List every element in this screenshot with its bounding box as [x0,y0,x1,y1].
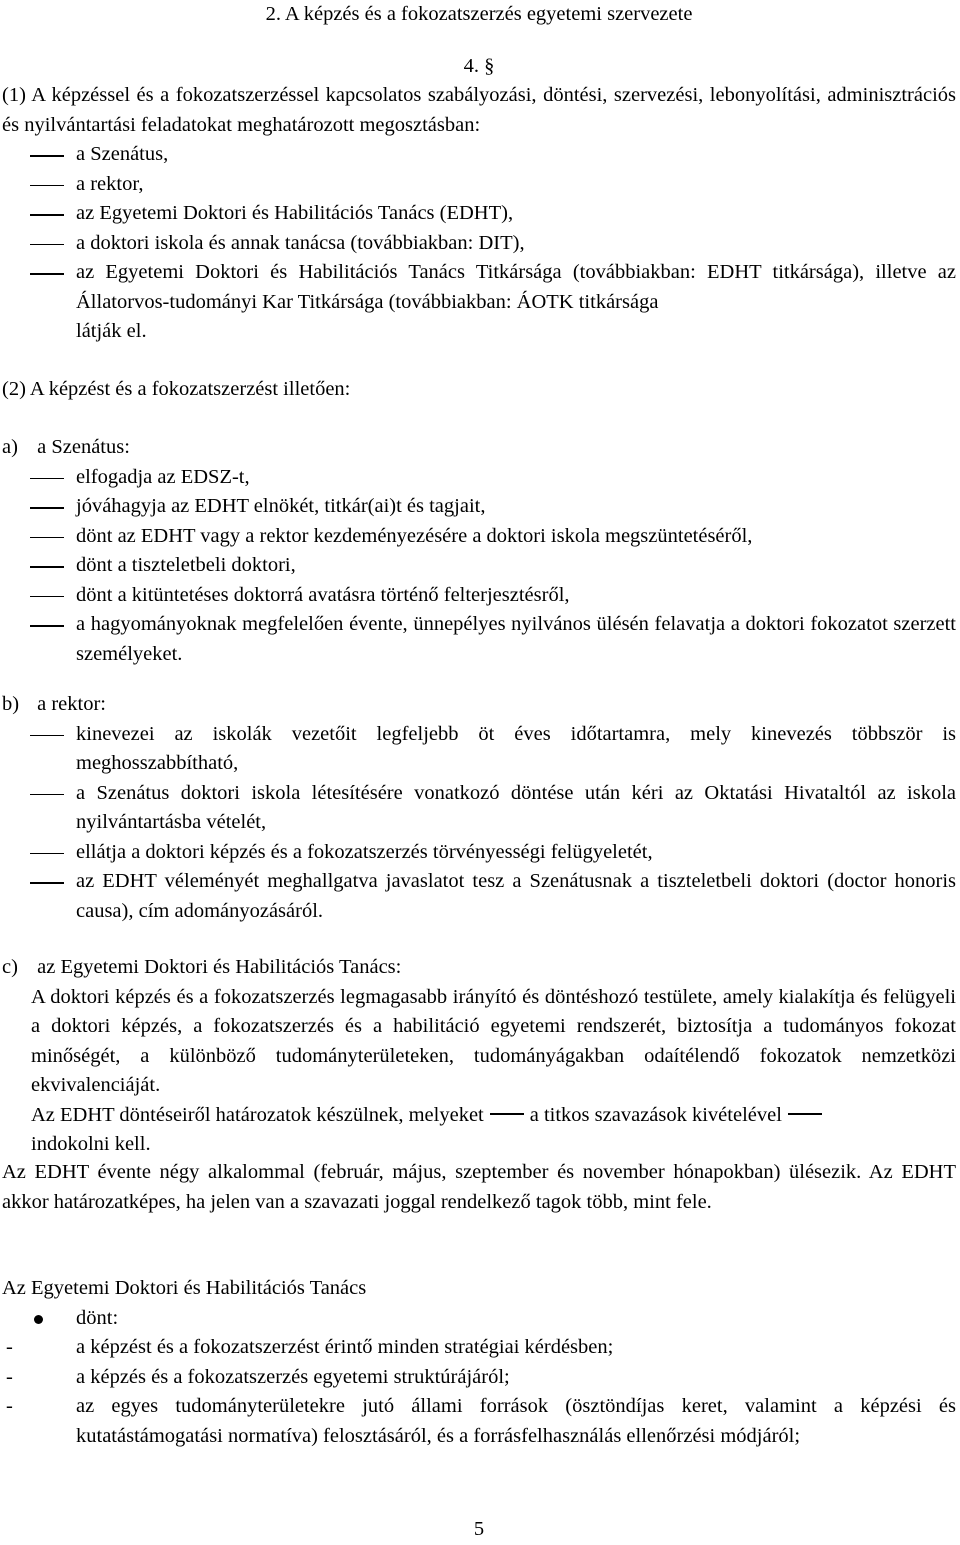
meeting-paragraph: Az EDHT évente négy alkalommal (február, május, szeptember és november hónapokban) ülésezik. Az EDHT akkor határozatképes, ha jelen van a szavazati joggal rendelkező tagok több, mint fele. [2,1161,956,1213]
chapter-heading: 2. A képzés és a fokozatszerzés egyetemi szervezete [265,3,693,25]
list-item: jóváhagyja az EDHT elnökét, titkár(ai)t és tagjait, [2,492,956,522]
paragraph-1 [2,81,956,347]
section-c-title [2,953,956,983]
paragraph-1-closing: látják el. [76,320,147,342]
section-c [2,953,956,1160]
list-item: az EDHT véleményét meghallgatva javaslatot tesz a Szenátusnak a tiszteletbeli doktori (doctor honoris causa), cím adományozásáról. [2,867,956,926]
em-dash [788,1113,822,1115]
list-item: kinevezei az iskolák vezetőit legfeljebb öt éves időtartamra, mely kinevezés többször is meghosszabbítható, [2,720,956,779]
em-dash [490,1113,524,1115]
list-item: a rektor, [2,170,956,200]
list-item: a doktori iskola és annak tanácsa (továbbiakban: DIT), [2,229,956,259]
section-a [2,433,956,669]
list-item: - a képzést és a fokozatszerzést érintő minden stratégiai kérdésben; [2,1333,956,1363]
page-number: 5 [473,1518,485,1540]
list-item: dönt a tiszteletbeli doktori, [2,551,956,581]
decisions-text-after: a titkos szavazások kivételével [529,1103,782,1126]
section-b-title [2,690,956,720]
list-item: a Szenátus doktori iskola létesítésére vonatkozó döntése után kéri az Oktatási Hivataltól az iskola nyilvántartásba vételét, [2,779,956,838]
edht-heading: Az Egyetemi Doktori és Habilitációs Tanács [2,1277,367,1299]
section-a-title [2,433,956,463]
decisions-text-end: indokolni kell. [31,1133,151,1155]
list-item: az Egyetemi Doktori és Habilitációs Tanács Titkársága (továbbiakban: EDHT titkársága), illetve az Állatorvos-tudományi Kar Titkársága (továbbiakban: ÁOTK titkársága [2,258,956,317]
list-item: elfogadja az EDSZ-t, [2,463,956,493]
paragraph-1-intro: (1) A képzéssel és a fokozatszerzéssel kapcsolatos szabályozási, döntési, szervezési, lebonyolítási, adminisztrációs és nyilvántartási feladatokat meghatározott megosztásban: [2,84,956,136]
section-c-title-text: az Egyetemi Doktori és Habilitációs Tanács: [37,956,402,978]
section-mark: 4. § [463,55,495,77]
list-item: a hagyományoknak megfelelően évente, ünnepélyes nyilvános ülésén felavatja a doktori fokozatot szerzett személyeket. [2,610,956,669]
section-b-label: b) [2,693,20,715]
list-item: ellátja a doktori képzés és a fokozatszerzés törvényességi felügyeletét, [2,838,956,868]
section-c-paragraph: A doktori képzés és a fokozatszerzés legmagasabb irányító és döntéshozó testülete, amely kialakítja és felügyeli a doktori képzés, a fokozatszerzés és a habilitáció egyetemi rendszerét, biztosítja a tudományos fokozat minőségét, a különböző tudományterületeken, tudományágakban odaítélendő fokozatok nemzetközi ekvivalenciáját. [31,985,956,1096]
list-item: az Egyetemi Doktori és Habilitációs Tanács (EDHT), [2,199,956,229]
bullet-item: dönt: [2,1304,956,1334]
section-a-title-text: a Szenátus: [37,436,130,458]
section-b [2,690,956,926]
paragraph-2-intro: (2) A képzést és a fokozatszerzést illetően: [2,378,351,400]
decisions-text-before: Az EDHT döntéseiről határozatok készülnek, melyeket [31,1103,484,1126]
section-c-decisions [2,1101,956,1160]
section-a-label: a) [2,436,18,458]
edht-section [2,1274,956,1451]
section-b-title-text: a rektor: [37,693,106,715]
list-item: dönt az EDHT vagy a rektor kezdeményezésére a doktori iskola megszüntetéséről, [2,522,956,552]
list-item: - a képzés és a fokozatszerzés egyetemi struktúrájáról; [2,1363,956,1393]
list-item: dönt a kitüntetéses doktorrá avatásra történő felterjesztésről, [2,581,956,611]
section-c-label: c) [2,956,18,978]
list-item: a Szenátus, [2,140,956,170]
list-item: - az egyes tudományterületekre jutó állami források (ösztöndíjas keret, valamint a képzési és kutatástámogatási normatíva) felosztásáról, és a forrásfelhasználás ellenőrzési módjáról; [2,1392,956,1451]
